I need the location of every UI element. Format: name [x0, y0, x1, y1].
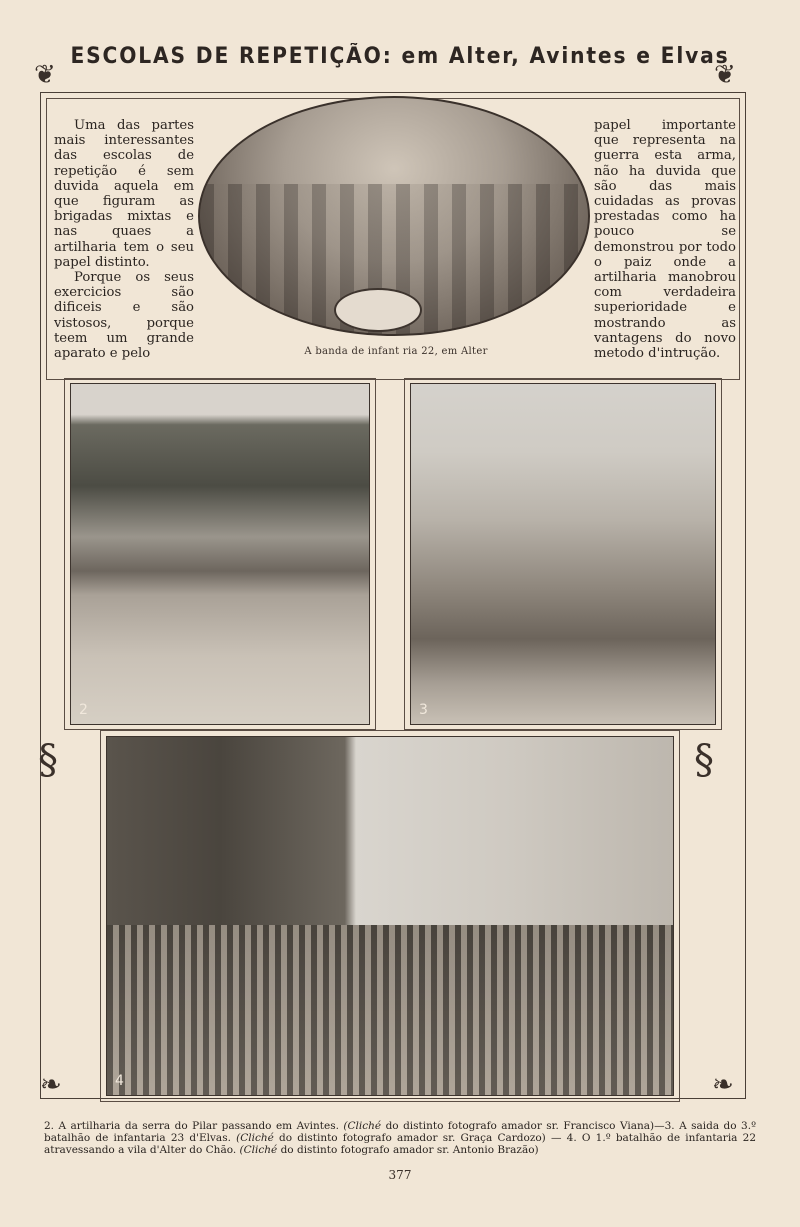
caption-text: do distinto fotografo amador sr. Graça Cardozo) — 4. O 1.º batalhão de infantaria 22 atravessando a vila d'Alter do Chão.: [44, 1132, 756, 1156]
corner-ornament-top-right: ❦: [714, 60, 736, 90]
photo1-caption: A banda de infant ria 22, em Alter: [304, 346, 488, 357]
caption-text: do distinto fotografo amador sr. Francisco Viana)—3. A saida do 3.º batalhão de infantaria 23 d'Elvas.: [44, 1120, 757, 1144]
article-right-column: [594, 118, 736, 361]
caption-italic: (Cliché: [343, 1120, 382, 1132]
article-paragraph: papel importante que representa na guerra esta arma, não ha duvida que são das mais cuidadas as provas prestadas como ha pouco se demonstrou por todo o paiz onde a artilharia manobrou com verdadeira superioridade e mostrando as vantagens do novo metodo d'intrução.: [594, 118, 736, 362]
corner-ornament-bottom-right: ❧: [712, 1070, 734, 1100]
photo-artillery-avintes: [70, 383, 370, 725]
article-paragraph: Uma das partes mais interessantes das escolas de repetição é sem duvida aquela em que figuram as brigadas mixtas e nas quaes a artilharia tem o seu papel distinto.: [54, 118, 194, 270]
photo-number: 3: [419, 702, 428, 718]
page-title: ESCOLAS DE REPETIÇÃO: em Alter, Avintes e Elvas: [70, 44, 730, 69]
drum: [334, 288, 422, 332]
photo-number: 2: [79, 702, 88, 718]
crowd: [107, 925, 673, 1095]
article-paragraph: Porque os seus exercicios são dificeis e são vistosos, porque teem um grande aparato e pelo: [54, 270, 194, 362]
scroll-ornament-right: §: [694, 737, 714, 783]
photo-number: 4: [115, 1073, 124, 1089]
article-left-column: [54, 118, 194, 361]
caption-text: 2. A artilharia da serra do Pilar passando em Avintes.: [44, 1120, 344, 1132]
caption-text: do distinto fotografo amador sr. Antonio Brazão): [277, 1144, 539, 1156]
corner-ornament-top-left: ❦: [34, 60, 56, 90]
caption-italic: (Cliché: [239, 1144, 278, 1156]
band-photo-oval: [198, 96, 590, 336]
photos-caption: [44, 1120, 756, 1156]
scroll-ornament-left: §: [38, 737, 58, 783]
photo-battalion-alter: [106, 736, 674, 1096]
page-number: 377: [388, 1168, 412, 1182]
photo-battalion-elvas: [410, 383, 716, 725]
caption-italic: (Cliché: [236, 1132, 274, 1144]
corner-ornament-bottom-left: ❧: [40, 1070, 62, 1100]
